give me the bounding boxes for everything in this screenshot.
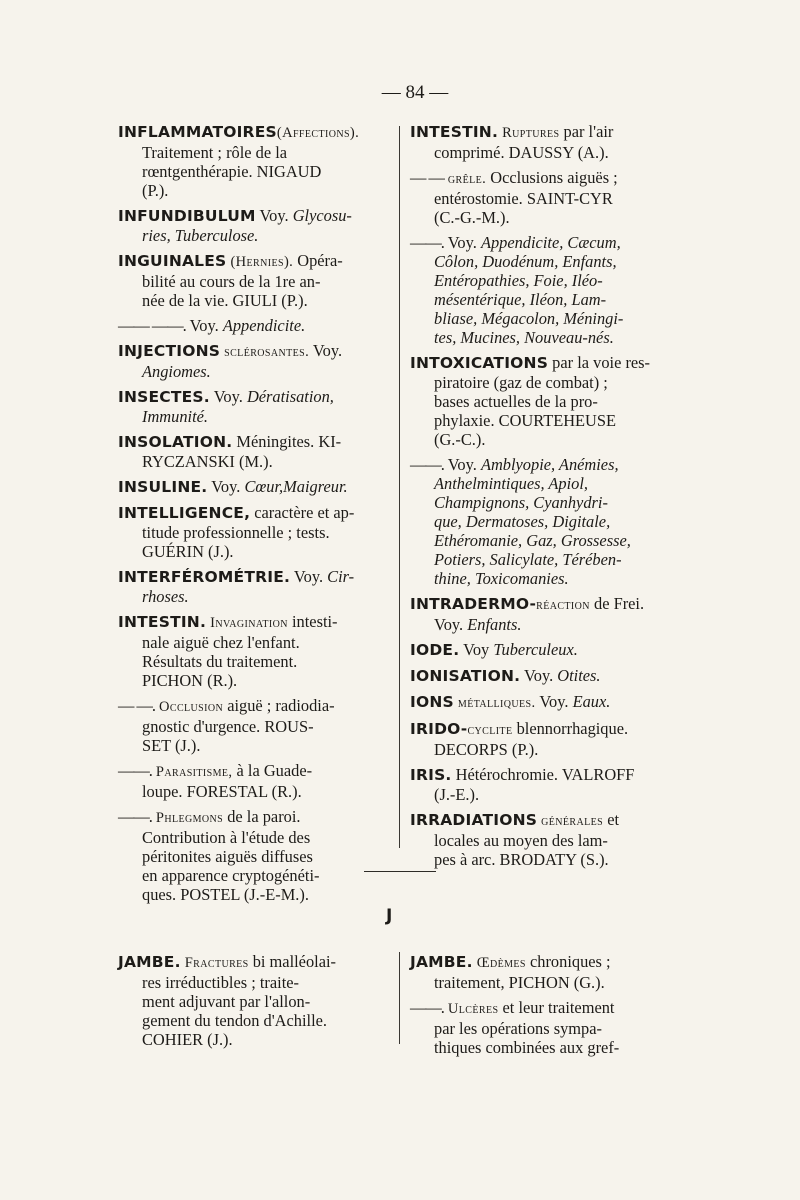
entry-continuation <box>118 847 388 866</box>
entry-text: et leur traitement <box>498 998 615 1017</box>
entry-text: Voy. <box>520 666 558 685</box>
entry-continuation-text: bases actuelles de la pro- <box>434 392 598 411</box>
entry-text: Occlusions aiguës ; <box>486 168 618 187</box>
entry-first-line <box>410 765 690 785</box>
entry-text: à la Guade- <box>232 761 313 780</box>
entry-subheading: Invagination <box>206 615 288 631</box>
entry-continuation-text: par les opérations sympa- <box>434 1019 602 1038</box>
index-entry <box>118 432 388 471</box>
entry-text: Voy. <box>185 316 223 335</box>
entry-continuation-text: SET (J.). <box>142 736 201 755</box>
entry-subheading: métalliques. <box>453 695 536 711</box>
j-left-column <box>118 952 388 1055</box>
index-entry <box>410 353 690 449</box>
entry-heading: INTESTIN. <box>410 123 499 141</box>
entry-dash: —— ——. <box>118 316 186 335</box>
entry-subheading: sclérosantes. <box>220 344 310 360</box>
entry-continuation-text: gnostic d'urgence. ROUS- <box>142 717 314 736</box>
index-entry <box>410 692 690 713</box>
entry-first-line <box>118 206 388 226</box>
entry-continuation <box>410 392 690 411</box>
entry-heading: INTELLIGENCE, <box>118 504 251 522</box>
entry-continuation <box>410 1038 690 1057</box>
entry-continuation-text: loupe. FORESTAL (R.). <box>142 782 302 801</box>
left-column <box>118 122 388 910</box>
entry-continuation <box>118 973 388 992</box>
entry-continuation-text: phylaxie. COURTEHEUSE <box>434 411 617 430</box>
entry-reference-line: mésentérique, Iléon, Lam- <box>434 290 607 309</box>
entry-reference-line: Champignons, Cyanhydri- <box>434 493 608 512</box>
entry-continuation <box>118 828 388 847</box>
entry-first-line <box>118 952 388 973</box>
entry-first-line <box>118 503 388 523</box>
index-entry <box>410 122 690 162</box>
section-rule <box>364 871 436 872</box>
entry-text: Voy. <box>443 233 481 252</box>
index-entry <box>410 952 690 992</box>
entry-first-line <box>410 594 690 615</box>
entry-text: Voy <box>459 640 494 659</box>
entry-continuation-text: titude professionnelle ; tests. <box>142 523 330 542</box>
entry-text: aiguë ; radiodia- <box>223 696 335 715</box>
entry-continuation <box>118 1011 388 1030</box>
entry-subheading: Œdèmes <box>472 955 526 971</box>
entry-reference-line: rhoses. <box>142 587 189 606</box>
entry-text: Voy. <box>209 387 247 406</box>
entry-continuation-text: RYCZANSKI (M.). <box>142 452 273 471</box>
entry-continuation-text: GUÉRIN (J.). <box>142 542 234 561</box>
entry-first-line <box>118 696 388 717</box>
entry-text: Voy. <box>255 206 293 225</box>
index-entry <box>118 503 388 561</box>
entry-dash: ——. <box>410 998 444 1017</box>
index-entry <box>410 233 690 347</box>
index-entry <box>410 719 690 759</box>
index-entry <box>118 387 388 426</box>
entry-reference: Eaux. <box>572 692 611 711</box>
entry-continuation <box>410 615 690 634</box>
index-entry <box>118 612 388 690</box>
entry-continuation-text: entérostomie. SAINT-CYR <box>434 189 613 208</box>
index-entry <box>118 477 388 497</box>
entry-continuation-text: piratoire (gaz de combat) ; <box>434 373 608 392</box>
index-entry <box>118 122 388 200</box>
entry-heading: INTESTIN. <box>118 613 207 631</box>
entry-continuation-text: (C.-G.-M.). <box>434 208 510 227</box>
entry-text: Voy. <box>207 477 245 496</box>
entry-continuation <box>118 717 388 736</box>
entry-subheading: générales <box>537 813 604 829</box>
entry-first-line <box>410 353 690 373</box>
entry-text: Voy. <box>290 567 328 586</box>
index-entry <box>118 316 388 335</box>
index-entry <box>410 594 690 634</box>
entry-dash: ——. <box>118 807 152 826</box>
entry-continuation-text: (G.-C.). <box>434 430 486 449</box>
entry-text: Opéra- <box>297 251 343 270</box>
entry-first-line <box>410 810 690 831</box>
entry-text: Voy. <box>443 455 481 474</box>
entry-subheading: (Affections). <box>276 125 360 141</box>
entry-continuation <box>410 973 690 992</box>
entry-first-line <box>118 316 388 335</box>
entry-continuation-text: gement du tendon d'Achille. <box>142 1011 328 1030</box>
entry-continuation <box>410 1019 690 1038</box>
entry-heading: IRRADIATIONS <box>410 811 538 829</box>
entry-continuation-text: Résultats du traitement. <box>142 652 298 671</box>
index-entry <box>410 810 690 869</box>
entry-heading: INSOLATION. <box>118 433 233 451</box>
entry-continuation <box>118 866 388 885</box>
entry-heading: INTERFÉROMÉTRIE. <box>118 568 291 586</box>
entry-first-line <box>118 477 388 497</box>
index-entry <box>410 640 690 660</box>
entry-dash: — —. <box>118 696 155 715</box>
entry-reference: Dératisation, <box>246 387 334 406</box>
entry-dash: ——. <box>410 455 444 474</box>
entry-subheading: Ulcères <box>443 1001 499 1017</box>
entry-subheading: réaction <box>536 597 590 613</box>
entry-heading: IODE. <box>410 641 460 659</box>
entry-continuation-text: res irréductibles ; traite- <box>142 973 300 992</box>
entry-continuation-text: Traitement ; rôle de la <box>142 143 288 162</box>
entry-heading: INTRADERMO- <box>410 595 537 613</box>
entry-reference-line: Angiomes. <box>142 362 211 381</box>
entry-first-line <box>118 387 388 407</box>
entry-continuation-text: (P.). <box>142 181 169 200</box>
entry-continuation <box>410 208 690 227</box>
entry-reference: Tuberculeux. <box>493 640 578 659</box>
entry-continuation <box>118 782 388 801</box>
j-section-columns <box>118 952 688 1057</box>
entry-heading: INSULINE. <box>118 478 208 496</box>
entry-reference-line: Ethéromanie, Gaz, Grossesse, <box>434 531 631 550</box>
entry-text: Voy. <box>535 692 573 711</box>
entry-continuation-text: Contribution à l'étude des <box>142 828 311 847</box>
entry-first-line <box>118 251 388 272</box>
entry-text: de Frei. <box>589 594 645 613</box>
index-entry <box>410 998 690 1057</box>
letter-heading: J <box>386 906 393 926</box>
entry-subheading: Ruptures <box>498 125 560 141</box>
entry-text: par la voie res- <box>548 353 651 372</box>
index-entry <box>118 567 388 606</box>
entry-continuation <box>118 736 388 755</box>
entry-continuation-text: COHIER (J.). <box>142 1030 233 1049</box>
entry-dash: ——. <box>410 233 444 252</box>
entry-continuation-text: locales au moyen des lam- <box>434 831 608 850</box>
entry-first-line <box>410 998 690 1019</box>
entry-continuation <box>118 542 388 561</box>
entry-text: Voy. <box>309 341 343 360</box>
entry-continuation-text: Voy. <box>434 615 468 634</box>
entry-reference: Enfants. <box>467 615 522 634</box>
entry-continuation <box>118 452 388 471</box>
entry-continuation-text: péritonites aiguës diffuses <box>142 847 313 866</box>
index-entry <box>118 696 388 755</box>
entry-heading: INJECTIONS <box>118 342 221 360</box>
entry-continuation <box>118 652 388 671</box>
entry-reference-line: tes, Mucines, Nouveau-nés. <box>434 328 614 347</box>
entry-continuation-text: rœntgenthérapie. NIGAUD <box>142 162 322 181</box>
entry-first-line <box>410 168 690 189</box>
entry-first-line <box>410 233 690 252</box>
entry-heading: INGUINALES <box>118 252 227 270</box>
entry-reference: Appendicite. <box>222 316 306 335</box>
entry-reference-line: Entéropathies, Foie, Iléo- <box>434 271 603 290</box>
entry-continuation <box>118 523 388 542</box>
entry-reference-line: thine, Toxicomanies. <box>434 569 569 588</box>
entry-heading: IRIDO- <box>410 720 468 738</box>
entry-first-line <box>118 807 388 828</box>
entry-continuation <box>410 189 690 208</box>
entry-continuation <box>410 143 690 162</box>
entry-reference-line: bliase, Mégacolon, Méningi- <box>434 309 624 328</box>
entry-continuation <box>410 373 690 392</box>
entry-heading: INFUNDIBULUM <box>118 207 256 225</box>
entry-text: intesti- <box>287 612 338 631</box>
entry-first-line <box>410 666 690 686</box>
entry-reference-line: Anthelmintiques, Apiol, <box>434 474 589 493</box>
entry-first-line <box>118 612 388 633</box>
entry-continuation <box>410 831 690 850</box>
entry-first-line <box>118 567 388 587</box>
index-entry <box>118 807 388 904</box>
entry-subheading: Phlegmons <box>151 810 224 826</box>
entry-continuation-text: bilité au cours de la 1re an- <box>142 272 321 291</box>
j-right-column <box>410 952 690 1063</box>
index-entry <box>118 251 388 310</box>
entry-text: blennorrhagique. <box>512 719 629 738</box>
entry-reference: Cœur,Maigreur. <box>244 477 348 496</box>
entry-first-line <box>410 719 690 740</box>
entry-continuation-text: traitement, PICHON (G.). <box>434 973 605 992</box>
index-entry <box>410 666 690 686</box>
entry-continuation <box>118 291 388 310</box>
entry-continuation-text: (J.-E.). <box>434 785 480 804</box>
entry-continuation-text: ment adjuvant par l'allon- <box>142 992 311 1011</box>
entry-subheading: Occlusion <box>154 699 224 715</box>
entry-text: Méningites. KI- <box>232 432 342 451</box>
entry-subheading: cyclite <box>467 722 513 738</box>
entry-dash: — — <box>410 168 444 187</box>
entry-first-line <box>410 122 690 143</box>
entry-first-line <box>118 432 388 452</box>
entry-continuation-text: DECORPS (P.). <box>434 740 539 759</box>
entry-continuation <box>118 143 388 162</box>
entry-reference: Appendicite, Cæcum, <box>480 233 621 252</box>
entry-text: Hétérochromie. VALROFF <box>451 765 635 784</box>
entry-reference: Glycosu- <box>292 206 352 225</box>
index-entry <box>118 952 388 1049</box>
entry-subheading: (Hernies). <box>226 254 298 270</box>
entry-continuation <box>118 885 388 904</box>
entry-text: de la paroi. <box>223 807 301 826</box>
entry-text: par l'air <box>559 122 614 141</box>
index-entry <box>118 206 388 245</box>
entry-continuation <box>410 430 690 449</box>
entry-first-line <box>410 455 690 474</box>
entry-continuation-text: comprimé. DAUSSY (A.). <box>434 143 609 162</box>
column-divider <box>399 126 400 848</box>
entry-heading: INSECTES. <box>118 388 210 406</box>
entry-text: chroniques ; <box>525 952 611 971</box>
entry-subheading: Parasitisme, <box>151 764 233 780</box>
entry-heading: IONISATION. <box>410 667 521 685</box>
j-column-divider <box>399 952 400 1044</box>
entry-subheading: Fractures <box>180 955 249 971</box>
entry-continuation <box>410 785 690 804</box>
entry-first-line <box>410 692 690 713</box>
entry-heading: INFLAMMATOIRES <box>118 123 277 141</box>
entry-reference: Amblyopie, Anémies, <box>480 455 619 474</box>
entry-reference-line: Immunité. <box>142 407 209 426</box>
index-entry <box>410 168 690 227</box>
entry-heading: IRIS. <box>410 766 452 784</box>
entry-subheading: grêle. <box>443 171 487 187</box>
entry-reference-line: que, Dermatoses, Digitale, <box>434 512 611 531</box>
entry-first-line <box>118 761 388 782</box>
entry-continuation <box>118 671 388 690</box>
entry-continuation <box>410 740 690 759</box>
entry-first-line <box>118 341 388 362</box>
entry-continuation-text: née de la vie. GIULI (P.). <box>142 291 308 310</box>
entry-continuation <box>410 411 690 430</box>
entry-continuation <box>118 181 388 200</box>
entry-heading: JAMBE. <box>118 953 181 971</box>
entry-continuation-text: ques. POSTEL (J.-E-M.). <box>142 885 309 904</box>
entry-continuation-text: pes à arc. BRODATY (S.). <box>434 850 609 869</box>
entry-reference: Cir- <box>327 567 355 586</box>
index-entry <box>118 341 388 381</box>
entry-continuation <box>118 633 388 652</box>
index-entry <box>410 455 690 588</box>
entry-text: caractère et ap- <box>250 503 355 522</box>
entry-dash: ——. <box>118 761 152 780</box>
entry-first-line <box>118 122 388 143</box>
entry-heading: INTOXICATIONS <box>410 354 549 372</box>
index-entry <box>410 765 690 804</box>
right-column <box>410 122 690 875</box>
entry-text: et <box>603 810 620 829</box>
entry-first-line <box>410 640 690 660</box>
index-entry <box>118 761 388 801</box>
entry-continuation <box>118 1030 388 1049</box>
entry-reference-line: ries, Tuberculose. <box>142 226 259 245</box>
entry-reference-line: Potiers, Salicylate, Térében- <box>434 550 622 569</box>
entry-continuation <box>118 162 388 181</box>
entry-reference: Otites. <box>557 666 601 685</box>
entry-text: bi malléolai- <box>248 952 336 971</box>
entry-heading: IONS <box>410 693 454 711</box>
entry-continuation <box>118 272 388 291</box>
entry-reference-line: Côlon, Duodénum, Enfants, <box>434 252 617 271</box>
entry-continuation <box>118 992 388 1011</box>
entry-continuation-text: PICHON (R.). <box>142 671 238 690</box>
index-columns <box>118 122 688 904</box>
entry-continuation-text: en apparence cryptogénéti- <box>142 866 320 885</box>
entry-continuation-text: nale aiguë chez l'enfant. <box>142 633 300 652</box>
page-number: — 84 — <box>381 82 449 103</box>
entry-first-line <box>410 952 690 973</box>
entry-continuation-text: thiques combinées aux gref- <box>434 1038 620 1057</box>
entry-continuation <box>410 850 690 869</box>
entry-heading: JAMBE. <box>410 953 473 971</box>
